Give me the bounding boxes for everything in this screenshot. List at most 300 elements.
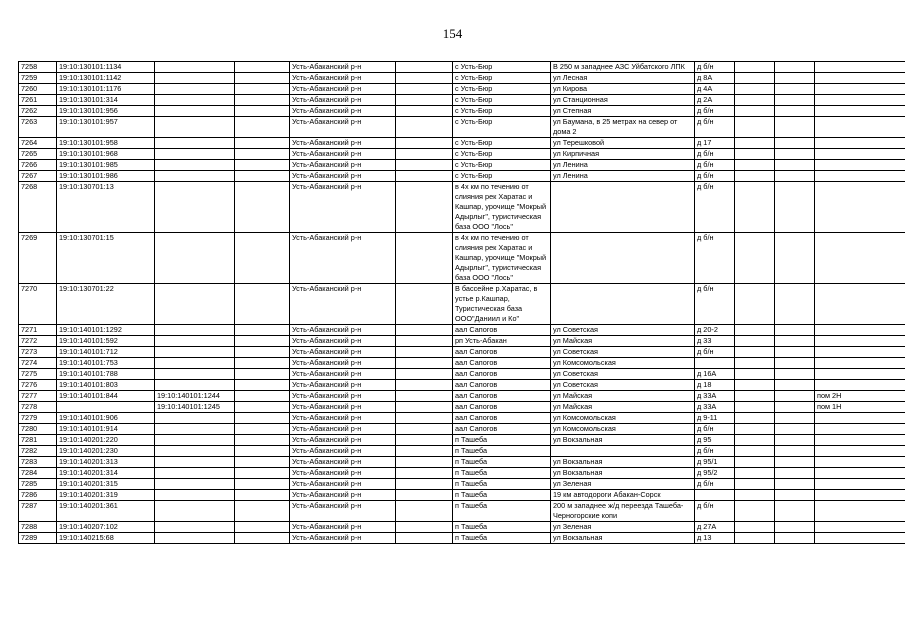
cell-empty-col10	[735, 160, 775, 171]
cell-cadastral-number: 19:10:140201:220	[57, 435, 155, 446]
cell-row-number: 7287	[19, 501, 57, 522]
cell-locality: п Ташеба	[453, 435, 551, 446]
cell-empty-col10	[735, 457, 775, 468]
cell-empty-col6	[396, 402, 453, 413]
cell-empty-col11	[775, 325, 815, 336]
cell-empty-col11	[775, 522, 815, 533]
table-row	[19, 522, 905, 533]
cell-room	[815, 284, 905, 325]
cell-cadastral-number: 19:10:140101:592	[57, 336, 155, 347]
cell-locality: п Ташеба	[453, 522, 551, 533]
cell-cadastral-number: 19:10:130101:968	[57, 149, 155, 160]
cell-empty-col10	[735, 391, 775, 402]
cell-empty-col6	[396, 182, 453, 233]
cell-empty-col10	[735, 435, 775, 446]
cell-room	[815, 336, 905, 347]
cell-region: Усть-Абаканский р-н	[290, 73, 396, 84]
cell-street: ул Советская	[551, 369, 695, 380]
cell-empty-col6	[396, 522, 453, 533]
cell-locality: В бассейне р.Харатас, в устье р.Кашпар, Туристическая база ООО"Даниил и Ко"	[453, 284, 551, 325]
cell-row-number: 7281	[19, 435, 57, 446]
cell-empty-col4	[235, 160, 290, 171]
cell-room	[815, 468, 905, 479]
cell-cadastral-number: 19:10:130101:958	[57, 138, 155, 149]
cell-room	[815, 533, 905, 544]
cell-empty-col11	[775, 233, 815, 284]
cell-region: Усть-Абаканский р-н	[290, 468, 396, 479]
cell-row-number: 7270	[19, 284, 57, 325]
cell-empty-col11	[775, 284, 815, 325]
table-row	[19, 457, 905, 468]
cell-empty-col4	[235, 284, 290, 325]
cell-house: д б/н	[695, 62, 735, 73]
cell-region: Усть-Абаканский р-н	[290, 446, 396, 457]
cell-locality: п Ташеба	[453, 501, 551, 522]
cell-empty-col10	[735, 413, 775, 424]
cell-previous-cadastral-number: 19:10:140101:1244	[155, 391, 235, 402]
cell-house: д 8А	[695, 73, 735, 84]
cell-empty-col10	[735, 171, 775, 182]
table-row	[19, 233, 905, 284]
cell-empty-col6	[396, 117, 453, 138]
cell-empty-col6	[396, 446, 453, 457]
cell-empty-col11	[775, 533, 815, 544]
cell-row-number: 7275	[19, 369, 57, 380]
cell-empty-col4	[235, 84, 290, 95]
cell-room	[815, 522, 905, 533]
cell-empty-col6	[396, 391, 453, 402]
cell-previous-cadastral-number	[155, 336, 235, 347]
cell-locality: п Ташеба	[453, 490, 551, 501]
cell-row-number: 7262	[19, 106, 57, 117]
cell-house: д 2А	[695, 95, 735, 106]
cell-empty-col4	[235, 336, 290, 347]
cell-locality: с Усть-Бюр	[453, 95, 551, 106]
cell-row-number: 7269	[19, 233, 57, 284]
table-row	[19, 533, 905, 544]
cell-street: ул Ленина	[551, 171, 695, 182]
cell-locality: с Усть-Бюр	[453, 84, 551, 95]
cell-empty-col11	[775, 182, 815, 233]
cell-room: пом 2Н	[815, 391, 905, 402]
cell-region: Усть-Абаканский р-н	[290, 424, 396, 435]
cell-locality: с Усть-Бюр	[453, 149, 551, 160]
table-row	[19, 106, 905, 117]
cell-empty-col10	[735, 233, 775, 284]
cell-empty-col4	[235, 424, 290, 435]
cell-row-number: 7267	[19, 171, 57, 182]
cell-house: д б/н	[695, 424, 735, 435]
cell-previous-cadastral-number	[155, 62, 235, 73]
cell-cadastral-number: 19:10:130701:22	[57, 284, 155, 325]
table-row	[19, 95, 905, 106]
cell-empty-col4	[235, 490, 290, 501]
cell-row-number: 7272	[19, 336, 57, 347]
cell-previous-cadastral-number	[155, 171, 235, 182]
cell-empty-col4	[235, 369, 290, 380]
cell-region: Усть-Абаканский р-н	[290, 284, 396, 325]
table-row	[19, 336, 905, 347]
cell-previous-cadastral-number	[155, 457, 235, 468]
cell-empty-col6	[396, 84, 453, 95]
table-row	[19, 501, 905, 522]
cell-house: д 20-2	[695, 325, 735, 336]
cell-locality: аал Сапогов	[453, 347, 551, 358]
cell-street: ул Вокзальная	[551, 457, 695, 468]
cell-previous-cadastral-number	[155, 347, 235, 358]
cell-row-number: 7285	[19, 479, 57, 490]
cell-house: д б/н	[695, 446, 735, 457]
cell-locality: аал Сапогов	[453, 402, 551, 413]
cell-cadastral-number: 19:10:140101:906	[57, 413, 155, 424]
cell-street: ул Терешковой	[551, 138, 695, 149]
cell-previous-cadastral-number	[155, 446, 235, 457]
cell-empty-col6	[396, 413, 453, 424]
table-row	[19, 468, 905, 479]
cell-empty-col10	[735, 62, 775, 73]
cell-street: ул Комсомольская	[551, 358, 695, 369]
table-row	[19, 284, 905, 325]
cell-empty-col4	[235, 149, 290, 160]
table-row	[19, 160, 905, 171]
table-row	[19, 347, 905, 358]
cell-row-number: 7259	[19, 73, 57, 84]
cell-street: ул Советская	[551, 325, 695, 336]
cell-empty-col11	[775, 358, 815, 369]
cell-room	[815, 84, 905, 95]
cell-empty-col6	[396, 233, 453, 284]
cell-empty-col4	[235, 391, 290, 402]
table-row	[19, 149, 905, 160]
table-row	[19, 182, 905, 233]
cell-cadastral-number: 19:10:140201:319	[57, 490, 155, 501]
cell-house: д 95/2	[695, 468, 735, 479]
cell-house: д б/н	[695, 182, 735, 233]
cell-row-number: 7282	[19, 446, 57, 457]
cell-empty-col6	[396, 424, 453, 435]
cell-empty-col4	[235, 468, 290, 479]
cell-previous-cadastral-number	[155, 380, 235, 391]
cell-street: ул Комсомольская	[551, 424, 695, 435]
cell-region: Усть-Абаканский р-н	[290, 490, 396, 501]
cell-empty-col4	[235, 325, 290, 336]
cell-cadastral-number: 19:10:140201:314	[57, 468, 155, 479]
cell-empty-col10	[735, 446, 775, 457]
cell-house: д б/н	[695, 106, 735, 117]
cell-room	[815, 457, 905, 468]
cell-empty-col4	[235, 457, 290, 468]
cell-room	[815, 106, 905, 117]
cell-cadastral-number: 19:10:140101:753	[57, 358, 155, 369]
cell-region: Усть-Абаканский р-н	[290, 435, 396, 446]
cell-previous-cadastral-number	[155, 149, 235, 160]
cell-region: Усть-Абаканский р-н	[290, 106, 396, 117]
cell-room	[815, 95, 905, 106]
cell-empty-col10	[735, 182, 775, 233]
cell-empty-col10	[735, 106, 775, 117]
cell-empty-col6	[396, 138, 453, 149]
cell-locality: аал Сапогов	[453, 380, 551, 391]
table-row	[19, 391, 905, 402]
cell-row-number: 7286	[19, 490, 57, 501]
cell-row-number: 7265	[19, 149, 57, 160]
cell-empty-col10	[735, 479, 775, 490]
cell-previous-cadastral-number	[155, 106, 235, 117]
cell-region: Усть-Абаканский р-н	[290, 501, 396, 522]
cell-region: Усть-Абаканский р-н	[290, 149, 396, 160]
cell-street: ул Майская	[551, 391, 695, 402]
cell-empty-col4	[235, 182, 290, 233]
cell-region: Усть-Абаканский р-н	[290, 336, 396, 347]
cell-empty-col4	[235, 358, 290, 369]
table-row	[19, 73, 905, 84]
cell-empty-col4	[235, 522, 290, 533]
cell-cadastral-number: 19:10:140101:803	[57, 380, 155, 391]
cell-row-number: 7274	[19, 358, 57, 369]
cell-locality: п Ташеба	[453, 446, 551, 457]
cell-empty-col10	[735, 138, 775, 149]
cell-empty-col11	[775, 369, 815, 380]
cell-street: ул Вокзальная	[551, 435, 695, 446]
cell-locality: в 4х км по течению от слияния рек Харатас и Кашпар, урочище "Мокрый Адырлыг", туристическая база ООО "Лось"	[453, 233, 551, 284]
cell-region: Усть-Абаканский р-н	[290, 117, 396, 138]
cell-street: 200 м западнее ж/д переезда Ташеба-Черногорские копи	[551, 501, 695, 522]
cell-empty-col10	[735, 424, 775, 435]
cell-house: д 33А	[695, 402, 735, 413]
cell-previous-cadastral-number	[155, 424, 235, 435]
table-row	[19, 171, 905, 182]
cell-empty-col11	[775, 446, 815, 457]
cell-room	[815, 233, 905, 284]
table-row	[19, 435, 905, 446]
cell-empty-col11	[775, 160, 815, 171]
cell-room	[815, 138, 905, 149]
cell-row-number: 7258	[19, 62, 57, 73]
cell-room	[815, 347, 905, 358]
cell-room	[815, 501, 905, 522]
cell-empty-col10	[735, 325, 775, 336]
cell-empty-col10	[735, 117, 775, 138]
cell-cadastral-number: 19:10:140101:788	[57, 369, 155, 380]
cell-empty-col11	[775, 391, 815, 402]
cell-room	[815, 435, 905, 446]
cell-empty-col11	[775, 171, 815, 182]
cell-street: ул Зеленая	[551, 522, 695, 533]
cell-empty-col6	[396, 380, 453, 391]
cell-house: д б/н	[695, 479, 735, 490]
cell-empty-col11	[775, 468, 815, 479]
cell-empty-col4	[235, 233, 290, 284]
table-row	[19, 402, 905, 413]
cell-room	[815, 479, 905, 490]
cell-empty-col6	[396, 435, 453, 446]
cell-empty-col10	[735, 358, 775, 369]
cell-region: Усть-Абаканский р-н	[290, 380, 396, 391]
cell-house	[695, 490, 735, 501]
cell-cadastral-number: 19:10:140101:1292	[57, 325, 155, 336]
cell-empty-col10	[735, 369, 775, 380]
cell-street: ул Станционная	[551, 95, 695, 106]
cell-locality: аал Сапогов	[453, 424, 551, 435]
cell-empty-col6	[396, 106, 453, 117]
cell-street: ул Кирпичная	[551, 149, 695, 160]
cell-house: д 18	[695, 380, 735, 391]
table-row	[19, 490, 905, 501]
cell-room	[815, 73, 905, 84]
cell-empty-col10	[735, 533, 775, 544]
cell-empty-col4	[235, 413, 290, 424]
cell-empty-col10	[735, 522, 775, 533]
cell-house: д б/н	[695, 117, 735, 138]
cell-room	[815, 369, 905, 380]
cell-row-number: 7280	[19, 424, 57, 435]
cell-previous-cadastral-number	[155, 501, 235, 522]
table-row	[19, 413, 905, 424]
cell-cadastral-number: 19:10:130101:957	[57, 117, 155, 138]
cell-house: д б/н	[695, 171, 735, 182]
cell-room	[815, 380, 905, 391]
cell-empty-col6	[396, 457, 453, 468]
cell-empty-col11	[775, 62, 815, 73]
cell-cadastral-number: 19:10:140101:844	[57, 391, 155, 402]
table-row	[19, 138, 905, 149]
cell-empty-col11	[775, 117, 815, 138]
cell-previous-cadastral-number	[155, 435, 235, 446]
cell-row-number: 7266	[19, 160, 57, 171]
cell-previous-cadastral-number	[155, 325, 235, 336]
cell-street: ул Лесная	[551, 73, 695, 84]
table-row	[19, 325, 905, 336]
cell-row-number: 7284	[19, 468, 57, 479]
cell-empty-col6	[396, 347, 453, 358]
cell-empty-col4	[235, 533, 290, 544]
cell-house: д б/н	[695, 160, 735, 171]
cell-cadastral-number: 19:10:140215:68	[57, 533, 155, 544]
registry-table	[18, 61, 905, 544]
cell-row-number: 7263	[19, 117, 57, 138]
cell-empty-col10	[735, 490, 775, 501]
cell-cadastral-number: 19:10:140101:712	[57, 347, 155, 358]
cell-street: ул Советская	[551, 347, 695, 358]
cell-row-number: 7278	[19, 402, 57, 413]
cell-row-number: 7264	[19, 138, 57, 149]
cell-previous-cadastral-number	[155, 73, 235, 84]
cell-empty-col11	[775, 149, 815, 160]
cell-house: д 33	[695, 336, 735, 347]
cell-row-number: 7288	[19, 522, 57, 533]
cell-cadastral-number: 19:10:130101:1142	[57, 73, 155, 84]
cell-previous-cadastral-number	[155, 284, 235, 325]
table-row	[19, 446, 905, 457]
cell-empty-col4	[235, 479, 290, 490]
cell-locality: аал Сапогов	[453, 358, 551, 369]
cell-cadastral-number: 19:10:130701:13	[57, 182, 155, 233]
cell-previous-cadastral-number	[155, 533, 235, 544]
cell-row-number: 7276	[19, 380, 57, 391]
cell-region: Усть-Абаканский р-н	[290, 62, 396, 73]
cell-empty-col11	[775, 424, 815, 435]
cell-previous-cadastral-number	[155, 138, 235, 149]
cell-room	[815, 117, 905, 138]
cell-cadastral-number: 19:10:130101:985	[57, 160, 155, 171]
cell-room	[815, 424, 905, 435]
cell-empty-col11	[775, 95, 815, 106]
cell-street	[551, 233, 695, 284]
cell-empty-col4	[235, 138, 290, 149]
cell-empty-col4	[235, 95, 290, 106]
table-row	[19, 62, 905, 73]
cell-room	[815, 160, 905, 171]
cell-room	[815, 446, 905, 457]
cell-previous-cadastral-number	[155, 95, 235, 106]
cell-street: ул Майская	[551, 336, 695, 347]
cell-empty-col11	[775, 501, 815, 522]
cell-empty-col11	[775, 479, 815, 490]
cell-empty-col11	[775, 435, 815, 446]
cell-row-number: 7273	[19, 347, 57, 358]
cell-region: Усть-Абаканский р-н	[290, 533, 396, 544]
cell-previous-cadastral-number: 19:10:140101:1245	[155, 402, 235, 413]
cell-region: Усть-Абаканский р-н	[290, 522, 396, 533]
cell-house: д 95/1	[695, 457, 735, 468]
cell-house: д 13	[695, 533, 735, 544]
cell-house: д 4А	[695, 84, 735, 95]
cell-locality: с Усть-Бюр	[453, 160, 551, 171]
cell-row-number: 7289	[19, 533, 57, 544]
cell-empty-col6	[396, 284, 453, 325]
cell-empty-col6	[396, 336, 453, 347]
cell-locality: рп Усть-Абакан	[453, 336, 551, 347]
cell-cadastral-number	[57, 402, 155, 413]
cell-locality: п Ташеба	[453, 533, 551, 544]
cell-previous-cadastral-number	[155, 358, 235, 369]
cell-cadastral-number: 19:10:130101:314	[57, 95, 155, 106]
cell-region: Усть-Абаканский р-н	[290, 347, 396, 358]
cell-region: Усть-Абаканский р-н	[290, 413, 396, 424]
registry-body	[19, 62, 905, 544]
cell-street	[551, 446, 695, 457]
cell-house: д 33А	[695, 391, 735, 402]
cell-street: ул Вокзальная	[551, 468, 695, 479]
cell-empty-col6	[396, 358, 453, 369]
cell-region: Усть-Абаканский р-н	[290, 84, 396, 95]
cell-empty-col6	[396, 62, 453, 73]
cell-room	[815, 413, 905, 424]
cell-empty-col6	[396, 73, 453, 84]
cell-previous-cadastral-number	[155, 233, 235, 284]
cell-empty-col10	[735, 95, 775, 106]
cell-street	[551, 284, 695, 325]
table-row	[19, 84, 905, 95]
cell-empty-col6	[396, 171, 453, 182]
cell-row-number: 7260	[19, 84, 57, 95]
cell-region: Усть-Абаканский р-н	[290, 325, 396, 336]
page-number: 154	[442, 26, 463, 41]
cell-previous-cadastral-number	[155, 413, 235, 424]
cell-street: ул Комсомольская	[551, 413, 695, 424]
cell-house: д 27А	[695, 522, 735, 533]
cell-empty-col6	[396, 149, 453, 160]
cell-cadastral-number: 19:10:130101:1134	[57, 62, 155, 73]
cell-house: д 9-11	[695, 413, 735, 424]
cell-room	[815, 182, 905, 233]
cell-locality: с Усть-Бюр	[453, 106, 551, 117]
cell-empty-col10	[735, 73, 775, 84]
cell-locality: п Ташеба	[453, 479, 551, 490]
cell-empty-col4	[235, 501, 290, 522]
cell-empty-col4	[235, 62, 290, 73]
cell-row-number: 7261	[19, 95, 57, 106]
